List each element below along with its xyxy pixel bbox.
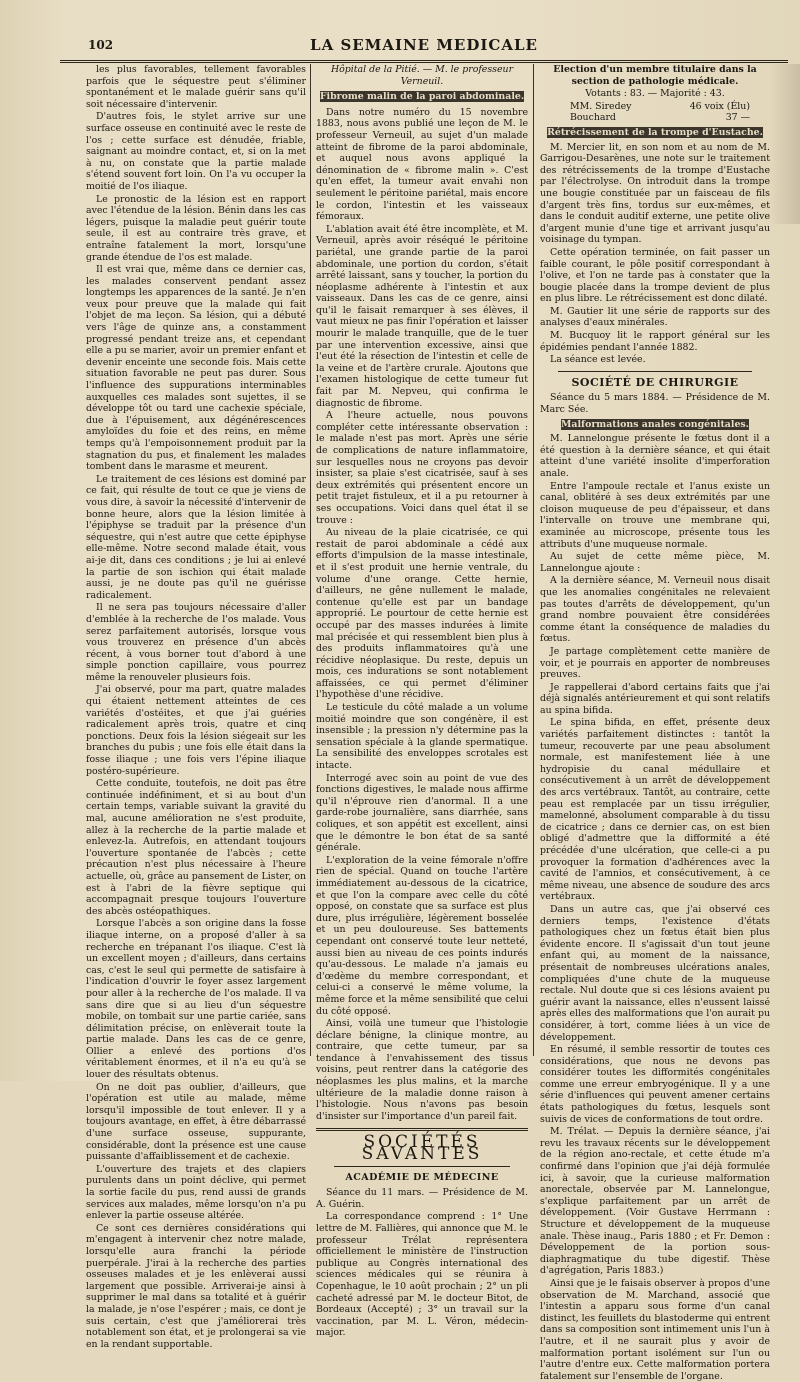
journal-title: LA SEMAINE MEDICALE (310, 36, 538, 54)
section-divider (316, 1128, 528, 1131)
malformations-article-body (540, 433, 770, 1382)
section-rule (334, 1166, 510, 1167)
vote-count: 46 voix (Élu) (689, 100, 750, 112)
paragraph: Cette conduite, toutefois, ne doit pas être continuée indéfiniment, et si au bout d'un certain temps, variable suivant la gravité du mal, aucune amélioration ne s'est produite, allez à la recherche de la partie malade et enlevez-la. Autrefois, en attendant toujours l'ouverture spontanée de l'abcès ; cette précaution n'est plus nécessaire à l'heure actuelle, où, grâce au pansement de Lister, on est à l'abri de la fièvre septique qui accompagnait presque toujours l'ouverture des abcès ostéopathiques. (86, 778, 306, 917)
column-3 (540, 64, 770, 1382)
paragraph: M. Trélat. — Depuis la dernière séance, j'ai revu les travaux récents sur le développement de la région ano-rectale, et cette étude m'a confirmé dans l'opinion que j'ai déjà formulée ici, à savoir, que la curieuse malformation anorectale, observée par M. Lannelongue, s'explique parfaitement par un arrêt de développement. (Voir Gustave Herrmann : Structure et développement de la muqueuse anale. Thèse inaug., Paris 1880 ; et Fr. Demon : Développement de la portion sous-diaphragmatique du tube digestif. Thèse d'agrégation, Paris 1883.) (540, 1126, 770, 1277)
paragraph: Ainsi, voilà une tumeur que l'histologie déclare bénigne, la clinique montre, au contraire, que cette tumeur, par sa tendance à l'envahissement des tissus voisins, peut rentrer dans la catégorie des néoplasmes les plus malins, et la marche ultérieure de la maladie donne raison à l'histologie. Nous n'avons pas besoin d'insister sur l'importance d'un pareil fait. (316, 1018, 528, 1122)
paragraph: Le traitement de ces lésions est dominé par ce fait, qui résulte de tout ce que je viens de vous dire, à savoir la nécessité d'intervenir de bonne heure, alors que la lésion limitée à l'épiphyse se traduit par la présence d'un séquestre, qui n'est autre que cette épiphyse elle-même. Notre second malade était, vous ai-je dit, dans ces conditions ; je lui ai enlevé la partie de son ischion qui était malade aussi, je ne doute pas qu'il ne guérisse radicalement. (86, 473, 306, 601)
society-seance: Séance du 5 mars 1884. — Présidence de M. Marc Sée. (540, 392, 770, 416)
paragraph: D'autres fois, le stylet arrive sur une surface osseuse en continuité avec le reste de l'os ; cette surface est dénudée, friable, saignant au moindre contact, et, si on la met à nu, on constate que la partie malade s'étend souvent fort loin. On l'a vu occuper la moitié de l'os iliaque. (86, 111, 306, 192)
article-title-malformations: Malformations anales congénitales. (561, 418, 749, 430)
paragraph: L'ablation avait été être incomplète, et M. Verneuil, après avoir réséqué le péritoine pariétal, une grande partie de la paroi abdominale, une portion du cordon, s'était arrêté laissant, sans y toucher, la portion du néoplasme adhérente à l'intestin et aux vaisseaux. Dans les cas de ce genre, ainsi qu'il le faisait remarquer à ses élèves, il vaut mieux ne pas finir l'opération et laisser mourir le malade tranquille, que de le tuer par une intervention excessive, ainsi que l'eut été la résection de l'intestin et celle de la veine et de l'artère crurale. Ajoutons que l'examen histologique de cette tumeur fut fait par M. Nepveu, qui confirma le diagnostic de fibrome. (316, 223, 528, 409)
header-rule (60, 62, 788, 63)
paragraph: Au sujet de cette même pièce, M. Lannelongue ajoute : (540, 551, 770, 574)
section-title-societes: SOCIÉTÉS SAVANTES (361, 1132, 483, 1165)
clinic-byline: Hôpital de la Pitié. — M. le professeur Verneuil. (330, 64, 514, 87)
society-rule (558, 371, 752, 372)
column-1 (86, 64, 306, 1350)
paragraph: M. Mercier lit, en son nom et au nom de M. Garrigou-Desarènes, une note sur le traitement des rétrécissements de la trompe d'Eustache par l'électrolyse. On introduit dans la trompe une bougie constituée par un faisceau de fils d'argent très fins, tordus sur eux-mêmes, et dans le conduit auditif externe, une petite olive d'argent munie d'une tige et arrivant jusqu'au voisinage du tympan. (540, 141, 770, 246)
paragraph: Dans notre numéro du 15 novembre 1883, nous avons publié une leçon de M. le professeur Verneuil, au sujet d'un malade atteint de fibrome de la paroi abdominale, et auquel nous avons appliqué la dénomination de « fibrome malin ». C'est qu'en effet, la tumeur avait envahi non seulement le péritoine pariétal, mais encore le cordon, l'intestin et les vaisseaux fémoraux. (316, 106, 528, 223)
paragraph: Lorsque l'abcès a son origine dans la fosse iliaque interne, on a proposé d'aller à sa recherche en trépanant l'os iliaque. C'est là un excellent moyen ; d'ailleurs, dans certains cas, c'est le seul qui permette de satisfaire à l'indication d'ouvrir le foyer assez largement pour aller à la recherche de l'os malade. Il va sans dire que si au lieu d'un séquestre mobile, on tombait sur une partie cariée, sans délimitation précise, on enlèverait toute la partie malade. Dans les cas de ce genre, Ollier a enlevé des portions d'os véritablement énormes, et il n'a eu qu'à se louer des résultats obtenus. (86, 918, 306, 1081)
paragraph: Il ne sera pas toujours nécessaire d'aller d'emblée à la recherche de l'os malade. Vous serez parfaitement autorisés, lorsque vous vous trouverez en présence d'un abcès récent, à vous borner tout d'abord à une simple ponction capillaire, vous pourrez même la renouveler plusieurs fois. (86, 602, 306, 683)
academy-correspondance: La correspondance comprend : 1° Une lettre de M. Fallières, qui annonce que M. le professeur Trélat représentera officiellement le ministère de l'instruction publique au Congrès international des sciences médicales qui se réunira à Copenhague, le 10 août prochain ; 2° un pli cacheté adressé par M. le docteur Bitot, de Bordeaux (Accepté) ; 3° un travail sur la vaccination, par M. L. Véron, médecin-major. (316, 1211, 528, 1339)
paragraph: Je rappellerai d'abord certains faits que j'ai déjà signalés antérieurement et qui sont relatifs au spina bifida. (540, 681, 770, 716)
vote-row (540, 112, 770, 124)
paragraph: Interrogé avec soin au point de vue des fonctions digestives, le malade nous affirme qu'il n'éprouve rien d'anormal. Il a une garde-robe journalière, sans diarrhée, sans coliques, et son appétit est excellent, ainsi que le démontre le bon état de sa santé générale. (316, 772, 528, 854)
article-title-fibrome: Fibrome malin de la paroi abdominale. (319, 91, 525, 103)
paragraph: Ce sont ces dernières considérations qui m'engagent à intervenir chez notre malade, lorsqu'elle aura franchi la période puerpérale. J'irai à la recherche des parties osseuses malades et je les enlèverai aussi largement que possible. Arriverai-je ainsi à supprimer le mal dans sa totalité et à guérir la malade, je n'ose l'espérer ; mais, ce dont je suis certain, c'est que j'améliorerai très notablement son état, et je prolongerai sa vie en la rendant supportable. (86, 1222, 306, 1350)
paragraph: A l'heure actuelle, nous pouvons compléter cette intéressante observation : le malade n'est pas mort. Après une série de complications de nature inflammatoire, sur lesquelles nous ne croyons pas devoir insister, sa plaie s'est cicatrisée, sauf à ses deux extrémités qui présentent encore un petit trajet fistuleux, et il a pu retourner à ses occupations. Voici dans quel état il se trouve : (316, 410, 528, 526)
society-title: SOCIÉTÉ DE CHIRURGIE (571, 375, 739, 389)
paragraph: M. Bucquoy lit le rapport général sur les épidémies pendant l'année 1882. (540, 330, 770, 353)
paragraph: Le pronostic de la lésion est en rapport avec l'étendue de la lésion. Bénin dans les cas légers, puisque la maladie peut guérir toute seule, il est au contraire très grave, et entraîne fatalement la mort, lorsqu'une grande étendue de l'os est malade. (86, 193, 306, 263)
paragraph: les plus favorables, tellement favorables parfois que le séquestre peut s'éliminer spontanément et le malade guérir sans qu'il soit nécessaire d'intervenir. (86, 64, 306, 110)
column-2 (316, 64, 528, 1339)
votes-list (540, 101, 770, 124)
paragraph: Ainsi que je le faisais observer à propos d'une observation de M. Marchand, associé que l'intestin a apparu sous forme d'un canal distinct, les feuillets du blastoderme qui entrent dans sa composition sont intimement unis l'un à l'autre, et il ne saurait plus y avoir de malformation portant isolément sur l'un ou l'autre d'entre eux. Cette malformation portera fatalement sur l'ensemble de l'organe. (540, 1277, 770, 1382)
academy-seance: Séance du 11 mars. — Présidence de M. A. Guérin. (316, 1187, 528, 1210)
paragraph: En résumé, il semble ressortir de toutes ces considérations, que nous ne devons pas considérer toutes les difformités congénitales comme une erreur embryogénique. Il y a une série d'influences qui peuvent amener certains états pathologiques du fœtus, lesquels sont suivis de vices de conformations de tout ordre. (540, 1044, 770, 1125)
paragraph: On ne doit pas oublier, d'ailleurs, que l'opération est utile au malade, même lorsqu'il impossible de tout enlever. Il y a toujours avantage, en effet, à être débarrassé d'une surface osseuse, suppurante, considérable, dont la présence est une cause puissante d'affaiblissement et de cachexie. (86, 1081, 306, 1163)
paragraph: Cette opération terminée, on fait passer un faible courant, le pôle positif correspondant à l'olive, et l'on ne tarde pas à constater que la bougie placée dans la trompe devient de plus en plus libre. Le rétrécissement est donc dilaté. (540, 246, 770, 305)
paragraph: J'ai observé, pour ma part, quatre malades qui étaient nettement atteintes de ces variétés d'ostéites, et que j'ai guéries radicalement après trois, quatre et cinq ponctions. Deux fois la lésion siégeait sur les branches du pubis ; une fois elle était dans la fosse iliaque ; une fois vers l'épine iliaque postéro-supérieure. (86, 684, 306, 777)
paragraph: Dans un autre cas, que j'ai observé ces derniers temps, l'existence d'états pathologiques chez un fœtus était bien plus évidente encore. Il s'agissait d'un tout jeune enfant qui, au moment de la naissance, présentait de nombreuses ulcérations anales, compliquées d'une chute de la muqueuse rectale. Nul doute que si ces lésions avaient pu guérir avant la naissance, elles n'eussent laissé après elles des malformations que l'on aurait pu considérer, à tort, comme liées à un vice de développement. (540, 903, 770, 1043)
page-edge-shadow (770, 64, 800, 224)
paragraph: Le testicule du côté malade a un volume moitié moindre que son congénère, il est insensible ; la pression n'y détermine pas la sensation spéciale à la glande spermatique. La sensibilité des enveloppes scrotales est intacte. (316, 702, 528, 772)
vote-row (540, 101, 770, 113)
fibrome-article-body (316, 107, 528, 1123)
column-rule-2 (533, 64, 534, 1056)
votes-line: Votants : 83. — Majorité : 43. (585, 88, 725, 100)
paragraph: A la dernière séance, M. Verneuil nous disait que les anomalies congénitales ne relevaient pas toutes d'arrêts de développement, qu'un grand nombre pouvaient être considérées comme étant la conséquence de maladies du fœtus. (540, 575, 770, 645)
article-title-trompe: Rétrécissement de la trompe d'Eustache. (547, 126, 763, 138)
paragraph: L'exploration de la veine fémorale n'offre rien de spécial. Quand on touche l'artère immédiatement au-dessous de la cicatrice, et que l'on la compare avec celle du côté opposé, on constate que sa surface est plus dure, plus irrégulière, légèrement bosselée et un peu douloureuse. Ses battements cependant ont conservé toute leur netteté, aussi bien au niveau de ces points indurés qu'au-dessous. Le malade n'a jamais eu d'œdème du membre correspondant, et celui-ci a conservé le même volume, la même force et la même sensibilité que celui du côté opposé. (316, 854, 528, 1017)
page-number: 102 (88, 38, 114, 52)
paragraph: M. Gautier lit une série de rapports sur des analyses d'eaux minérales. (540, 305, 770, 329)
paragraph: La séance est levée. (550, 354, 646, 366)
paragraph: M. Lannelongue présente le fœtus dont il a été question à la dernière séance, et qui était atteint d'une variété insolite d'imperforation anale. (540, 433, 770, 479)
page-header (60, 34, 788, 61)
paragraph: Je partage complètement cette manière de voir, et je pourrais en apporter de nombreuses preuves. (540, 645, 770, 681)
paragraph: Le spina bifida, en effet, présente deux variétés parfaitement distinctes : tantôt la tumeur, recouverte par une peau absolument normale, est manifestement liée à une hydropisie du canal médullaire et consécutivement à un arrêt de développement des arcs vertébraux. Tantôt, au contraire, cette peau est remplacée par un tissu irrégulier, mamelonné, absolument comparable à du tissu de cicatrice ; dans ce dernier cas, on est bien obligé d'admettre que la difformité a été précédée d'une ulcération, que celle-ci a pu provoquer la formation d'adhérences avec la cavité de l'amnios, et consécutivement, à ce même niveau, une absence de soudure des arcs vertébraux. (540, 717, 770, 903)
vote-name: Bouchard (570, 112, 616, 124)
paragraph: Au niveau de la plaie cicatrisée, ce qui restait de paroi abdominale a cédé aux efforts d'impulsion de la masse intestinale, et il s'est produit une hernie ventrale, du volume d'une orange. Cette hernie, d'ailleurs, ne gêne nullement le malade, contenue qu'elle est par un bandage approprié. Le pourtour de cette hernie est occupé par des masses indurées à limite mal précisée et qui ressemblent bien plus à des produits inflammatoires qu'à une récidive néoplasique. Du reste, depuis un mois, ces indurations se sont notablement affaissées, ce qui permet d'éliminer l'hypothèse d'une récidive. (316, 527, 528, 701)
trompe-article-body (540, 142, 770, 366)
election-title: Election d'un membre titulaire dans la section de pathologie médicale. (553, 64, 757, 87)
column-rule-1 (310, 64, 311, 1056)
paragraph: L'ouverture des trajets et des clapiers purulents dans un point déclive, qui permet la sortie facile du pus, rend aussi de grands services aux malades, même lorsqu'on n'a pu enlever la partie osseuse altérée. (86, 1163, 306, 1222)
academy-title: ACADÉMIE DE MÉDECINE (345, 1171, 499, 1183)
paragraph: Entre l'ampoule rectale et l'anus existe un canal, oblitéré à ses deux extrémités par une cloison muqueuse de peu d'épaisseur, et dans l'intervalle on trouve une membrane qui, examinée au microscope, présente tous les attributs d'une muqueuse normale. (540, 480, 770, 550)
vote-count: 37 — (725, 112, 750, 124)
vote-name: MM. Siredey (570, 100, 632, 112)
paragraph: Il est vrai que, même dans ce dernier cas, les malades conservent pendant assez longtemps les apparences de la santé. Je n'en veux pour preuve que la malade qui fait l'objet de ma leçon. Sa lésion, qui a débuté vers l'âge de quinze ans, a constamment progressé pendant treize ans, et cependant elle a pu se marier, avoir un premier enfant et devenir enceinte une seconde fois. Mais cette situation favorable ne peut pas durer. Sous l'influence des suppurations interminables auxquelles ces malades sont sujettes, il se développe tôt ou tard une cachexie spéciale, due à l'épuisement, aux dégénérescences amyloïdes du foie et des reins, en même temps qu'à l'empoisonnement produit par la stagnation du pus, et finalement les malades tombent dans le marasme et meurent. (86, 264, 306, 473)
